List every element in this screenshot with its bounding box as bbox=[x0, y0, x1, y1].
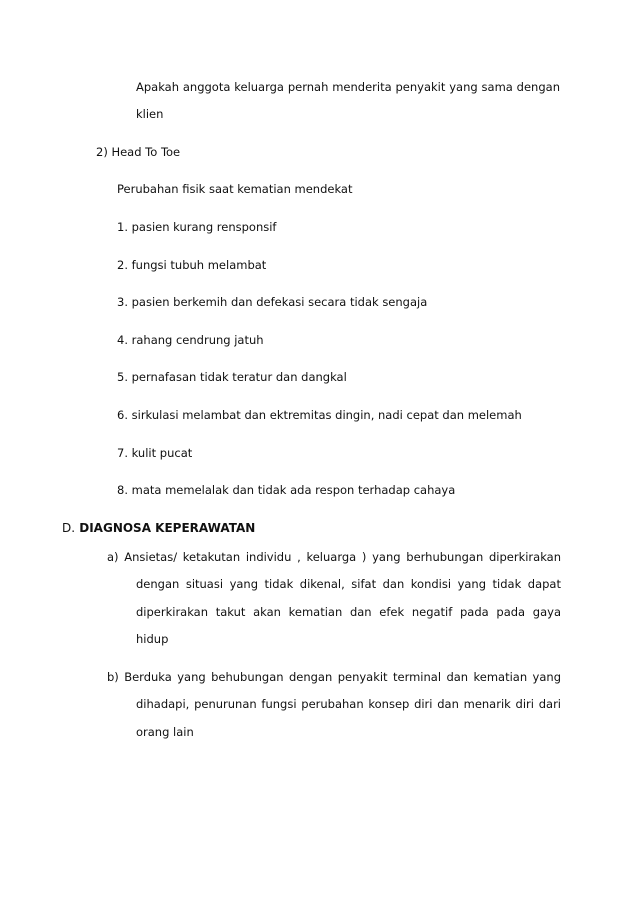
intro-line-1: Apakah anggota keluarga pernah menderita penyakit yang sama dengan bbox=[136, 80, 560, 94]
diagnosis-b-line-3: orang lain bbox=[136, 725, 194, 739]
diagnosis-a-line-3: diperkirakan takut akan kematian dan efek negatif pada pada gaya bbox=[136, 605, 561, 619]
section-title: DIAGNOSA KEPERAWATAN bbox=[79, 521, 256, 535]
list-item: 6. sirkulasi melambat dan ektremitas dingin, nadi cepat dan melemah bbox=[117, 408, 522, 422]
diagnosis-a-line-4: hidup bbox=[136, 632, 169, 646]
intro-line-2: klien bbox=[136, 107, 164, 121]
section-prefix: D. bbox=[62, 521, 76, 535]
list-item: 4. rahang cendrung jatuh bbox=[117, 333, 264, 347]
head-to-toe-heading: 2) Head To Toe bbox=[96, 145, 181, 159]
list-item: 7. kulit pucat bbox=[117, 446, 193, 460]
diagnosis-b-line-2: dihadapi, penurunan fungsi perubahan konsep diri dan menarik diri dari bbox=[136, 697, 561, 711]
list-item: 1. pasien kurang rensponsif bbox=[117, 220, 277, 234]
diagnosis-b-line-1: b) Berduka yang behubungan dengan penyakit terminal dan kematian yang bbox=[107, 670, 561, 684]
list-item: 8. mata memelalak dan tidak ada respon terhadap cahaya bbox=[117, 483, 456, 497]
list-item: 5. pernafasan tidak teratur dan dangkal bbox=[117, 370, 347, 384]
head-to-toe-subheading: Perubahan fisik saat kematian mendekat bbox=[117, 182, 353, 196]
list-item: 3. pasien berkemih dan defekasi secara tidak sengaja bbox=[117, 295, 428, 309]
diagnosis-a-line-1: a) Ansietas/ ketakutan individu , keluarga ) yang berhubungan diperkirakan bbox=[107, 550, 561, 564]
section-heading bbox=[62, 521, 255, 535]
list-item: 2. fungsi tubuh melambat bbox=[117, 258, 267, 272]
diagnosis-a-line-2: dengan situasi yang tidak dikenal, sifat dan kondisi yang tidak dapat bbox=[136, 577, 561, 591]
